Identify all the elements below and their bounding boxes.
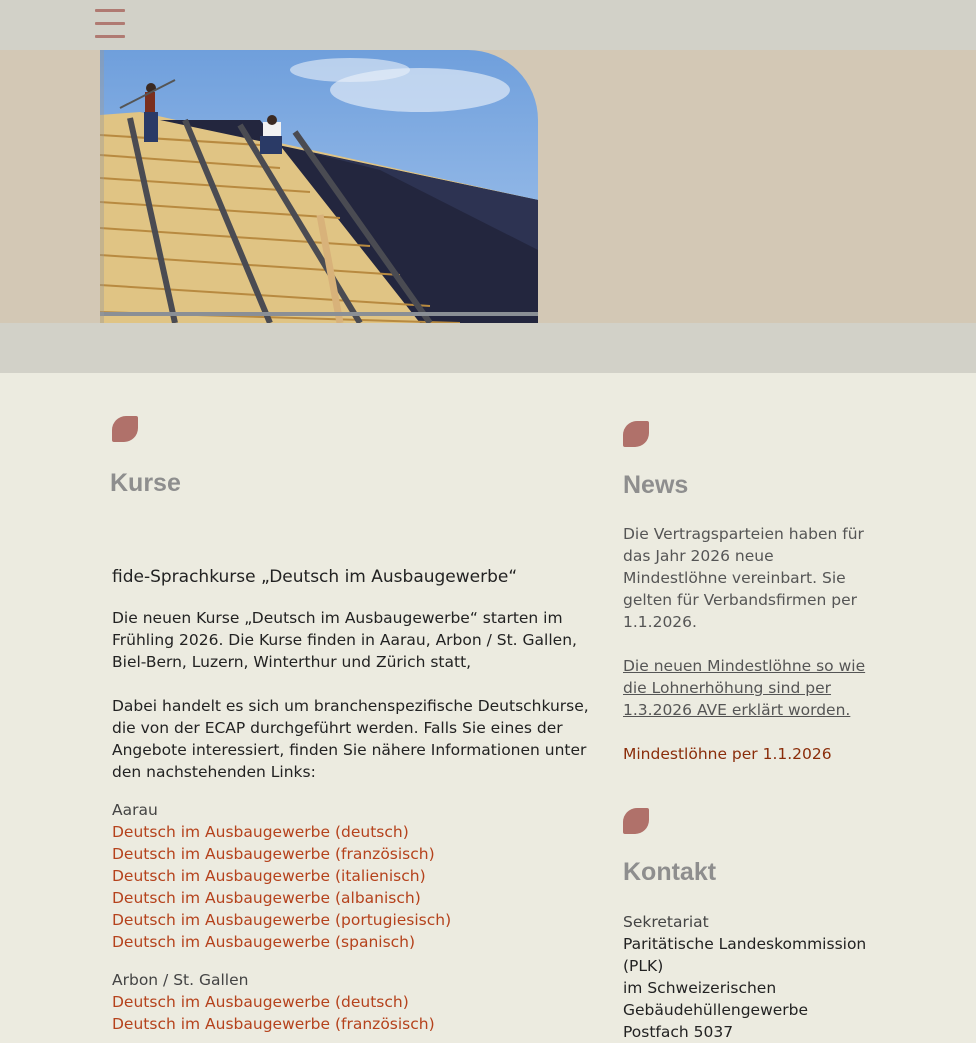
news-link-ave[interactable]: Die neuen Mindestlöhne so wie die Lohnerhöhung sind per 1.3.2026 AVE erklärt worden. xyxy=(623,657,866,719)
kurse-paragraph-2: Dabei handelt es sich um branchenspezifische Deutschkurse, die von der ECAP durchgeführt werden. Falls Sie eines der Angebote interessiert, finden Sie nähere Informationen unter den nachstehenden Links: xyxy=(112,697,589,781)
leaf-icon xyxy=(112,416,138,442)
course-link[interactable]: Deutsch im Ausbaugewerbe (französisch) xyxy=(112,845,435,863)
contact-line: Paritätische Landeskommission (PLK) xyxy=(623,935,867,975)
course-group-aarau xyxy=(112,799,602,953)
leaf-icon xyxy=(623,421,649,447)
kurse-paragraph-1: Die neuen Kurse „Deutsch im Ausbaugewerbe“ starten im Frühling 2026. Die Kurse finden in Aarau, Arbon / St. Gallen, Biel-Bern, Luzern, Winterthur und Zürich statt, xyxy=(112,609,577,671)
news-link-mindestloehne[interactable]: Mindestlöhne per 1.1.2026 xyxy=(623,745,832,763)
contact-label: Sekretariat xyxy=(623,913,709,931)
news-title: News xyxy=(623,471,689,499)
top-bar xyxy=(0,0,976,50)
contact-line: im Schweizerischen Gebäudehüllengewerbe xyxy=(623,979,809,1019)
kontakt-content xyxy=(623,911,873,1043)
news-content xyxy=(623,523,873,765)
course-link[interactable]: Deutsch im Ausbaugewerbe (italienisch) xyxy=(112,867,426,885)
leaf-icon xyxy=(623,808,649,834)
course-link[interactable]: Deutsch im Ausbaugewerbe (deutsch) xyxy=(112,993,409,1011)
course-link[interactable]: Deutsch im Ausbaugewerbe (spanisch) xyxy=(112,933,416,951)
course-city: Aarau xyxy=(112,801,158,819)
contact-line: Postfach 5037 xyxy=(623,1023,734,1041)
hamburger-menu-icon[interactable] xyxy=(95,9,125,39)
course-link[interactable]: Deutsch im Ausbaugewerbe (albanisch) xyxy=(112,889,421,907)
kurse-content xyxy=(112,567,602,1035)
course-link[interactable]: Deutsch im Ausbaugewerbe (französisch) xyxy=(112,1015,435,1033)
kontakt-title: Kontakt xyxy=(623,858,717,886)
hero-bottom-band xyxy=(0,323,976,373)
kurse-subtitle: fide-Sprachkurse „Deutsch im Ausbaugewerbe“ xyxy=(112,567,518,587)
course-city: Arbon / St. Gallen xyxy=(112,971,249,989)
news-text: Die Vertragsparteien haben für das Jahr 2026 neue Mindestlöhne vereinbart. Sie gelten für Verbandsfirmen per 1.1.2026. xyxy=(623,525,864,631)
hero-banner xyxy=(0,50,976,323)
course-link[interactable]: Deutsch im Ausbaugewerbe (deutsch) xyxy=(112,823,409,841)
course-link[interactable]: Deutsch im Ausbaugewerbe (portugiesisch) xyxy=(112,911,452,929)
roof-solar-installation-photo xyxy=(100,50,538,323)
kurse-title: Kurse xyxy=(110,469,181,497)
course-group-arbon xyxy=(112,969,602,1035)
